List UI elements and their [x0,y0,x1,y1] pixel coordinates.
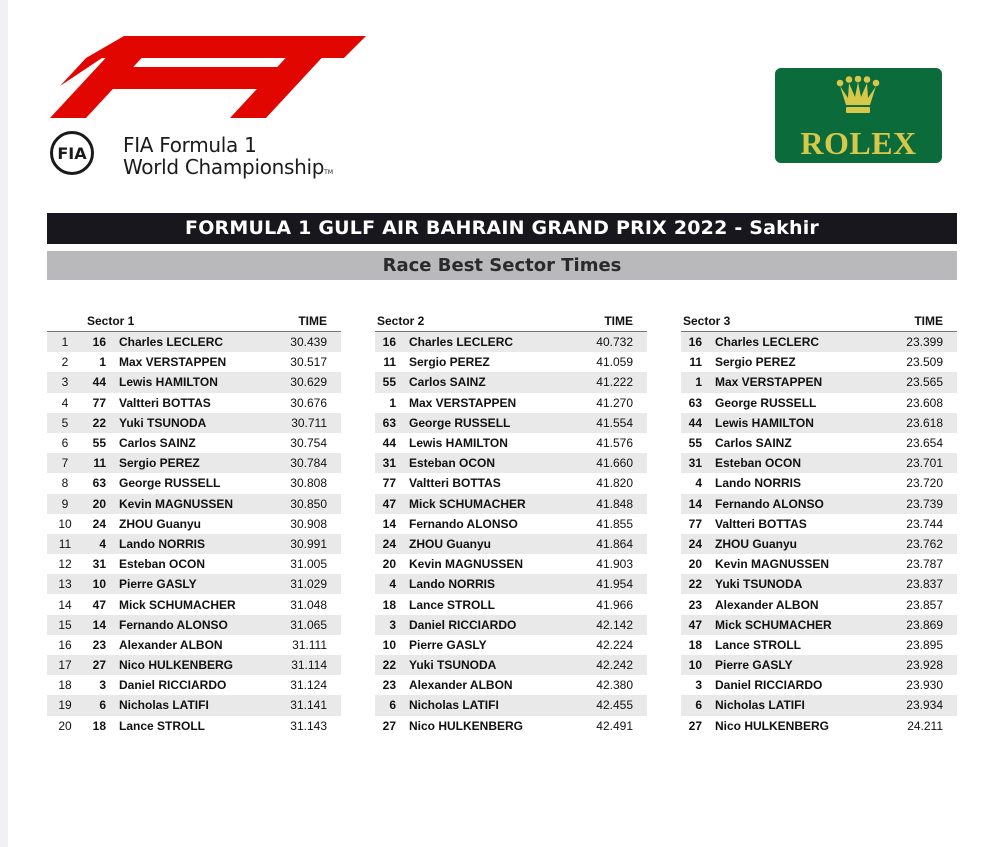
car-number-cell: 10 [382,637,396,652]
car-number-cell: 4 [83,534,119,554]
sector-time-cell: 30.808 [290,476,327,491]
table-row [681,675,957,695]
driver-name-cell: Mick SCHUMACHER [409,494,577,514]
sector-time-cell: 30.754 [290,436,327,451]
car-number-cell: 27 [688,718,702,733]
sector-time-cell: 30.784 [271,453,341,473]
driver-name-cell: Sergio PEREZ [409,355,490,370]
driver-name-cell: Lance STROLL [715,637,802,652]
position-cell: 6 [61,436,69,451]
car-number-cell: 20 [688,557,702,572]
driver-name-cell: Valtteri BOTTAS [119,395,211,410]
position-cell: 1 [47,332,83,353]
sector-time-cell: 30.991 [271,534,341,554]
sector-time-cell: 23.608 [906,395,943,410]
driver-name-cell: Carlos SAINZ [119,436,196,451]
car-number-cell: 18 [688,637,702,652]
event-title: FORMULA 1 GULF AIR BAHRAIN GRAND PRIX 2022 - Sakhir [47,213,957,244]
sector-2-header-row [375,311,647,332]
table-row [681,332,957,353]
sector-time-cell: 24.211 [907,718,943,733]
driver-name-cell: Nico HULKENBERG [119,655,271,675]
driver-name-cell: ZHOU Guanyu [409,534,577,554]
car-number-cell: 16 [681,332,715,353]
driver-name-cell: ZHOU Guanyu [119,516,202,531]
car-number-cell: 4 [695,476,702,491]
car-number-cell: 1 [389,395,396,410]
table-row [47,453,341,473]
sector-3-table [681,311,957,736]
car-number-cell: 4 [375,574,409,594]
table-row [375,393,647,413]
driver-name-cell: George RUSSELL [715,395,817,410]
car-number-cell: 20 [382,557,396,572]
driver-name-cell: Alexander ALBON [409,678,513,693]
car-number-cell: 10 [83,574,119,594]
sector-time-cell: 31.124 [290,678,327,693]
sector-time-cell: 30.676 [290,395,327,410]
driver-name-cell: Daniel RICCIARDO [715,678,823,693]
driver-name-cell: Esteban OCON [715,453,887,473]
sector-time-cell: 41.270 [596,395,633,410]
driver-name-cell: Lance STROLL [409,597,496,612]
rolex-logo [775,68,942,163]
driver-name-cell: Alexander ALBON [119,637,223,652]
driver-name-cell: Nico HULKENBERG [715,718,830,733]
driver-name-cell: ZHOU Guanyu [715,534,887,554]
sector-time-cell: 23.739 [887,494,957,514]
car-number-cell: 14 [83,615,119,635]
driver-name-cell: Esteban OCON [409,453,577,473]
position-cell: 9 [47,494,83,514]
table-row [47,534,341,554]
table-row [375,554,647,574]
f1-logo [50,36,366,118]
table-row [681,393,957,413]
car-number-cell: 1 [99,355,106,370]
sector-time-cell: 41.903 [596,557,633,572]
sector-time-cell: 42.455 [577,695,647,715]
car-number-cell: 47 [375,494,409,514]
car-number-cell: 22 [375,655,409,675]
position-cell: 13 [47,574,83,594]
driver-name-cell: Max VERSTAPPEN [715,372,887,392]
car-number-cell: 77 [382,476,396,491]
sector-time-cell: 31.141 [271,695,341,715]
sector-1-table [47,311,341,736]
table-row [375,352,647,372]
table-row [47,594,341,614]
driver-name-cell: Charles LECLERC [119,332,271,353]
car-number-cell: 31 [92,557,106,572]
car-number-cell: 1 [681,372,715,392]
car-number-cell: 18 [92,718,106,733]
table-row [47,372,341,392]
driver-name-cell: Charles LECLERC [715,332,887,353]
sector-time-cell: 42.380 [596,678,633,693]
table-row [375,332,647,353]
table-row [47,635,341,655]
car-number-cell: 24 [681,534,715,554]
driver-name-cell: Valtteri BOTTAS [409,476,501,491]
position-cell: 19 [47,695,83,715]
position-cell: 8 [61,476,69,491]
driver-name-cell: Nicholas LATIFI [409,695,577,715]
position-cell: 12 [58,557,72,572]
sector-time-cell: 41.966 [596,597,633,612]
car-number-cell: 44 [681,413,715,433]
fia-line-2-text: World Championship [123,155,325,179]
driver-name-cell: Pierre GASLY [119,574,271,594]
car-number-cell: 6 [681,695,715,715]
sector-time-cell: 30.629 [271,372,341,392]
position-cell: 18 [58,678,72,693]
sector-time-cell: 23.720 [906,476,943,491]
car-number-cell: 10 [681,655,715,675]
table-row [375,675,647,695]
sector-time-cell: 31.065 [271,615,341,635]
sector-time-cell: 23.895 [906,637,943,652]
fia-line-2 [123,156,333,184]
sector-time-cell: 42.491 [596,718,633,733]
sector-time-cell: 42.242 [577,655,647,675]
sector-time-cell: 41.576 [596,436,633,451]
sector-2-time-header: TIME [577,311,647,332]
trademark-mark: TM [324,169,334,176]
position-cell: 3 [47,372,83,392]
table-row [681,413,957,433]
table-row [375,372,647,392]
table-row [47,413,341,433]
car-number-cell: 6 [375,695,409,715]
car-number-cell: 3 [695,678,702,693]
car-number-cell: 31 [681,453,715,473]
car-number-cell: 31 [375,453,409,473]
sector-time-cell: 30.517 [290,355,327,370]
driver-name-cell: Fernando ALONSO [119,615,271,635]
table-row [681,473,957,493]
car-number-cell: 27 [83,655,119,675]
sector-3-time-header: TIME [887,311,957,332]
position-cell: 4 [61,395,69,410]
table-row [681,635,957,655]
rolex-wordmark: ROLEX [800,125,917,161]
car-number-cell: 47 [92,597,106,612]
car-number-cell: 55 [375,372,409,392]
sector-time-cell: 23.565 [887,372,957,392]
driver-name-cell: Kevin MAGNUSSEN [409,557,524,572]
driver-name-cell: Yuki TSUNODA [715,574,887,594]
driver-name-cell: Nicholas LATIFI [119,695,271,715]
sector-3-label: Sector 3 [681,311,887,332]
car-number-cell: 23 [92,637,106,652]
sector-1-time-header: TIME [271,311,341,332]
table-row [375,473,647,493]
driver-name-cell: Lewis HAMILTON [715,413,887,433]
driver-name-cell: Max VERSTAPPEN [119,355,227,370]
driver-name-cell: Carlos SAINZ [715,436,792,451]
sector-time-cell: 40.732 [577,332,647,353]
table-row [47,332,341,353]
sector-time-cell: 42.224 [596,637,633,652]
table-row [681,372,957,392]
sector-2-rows [375,332,647,736]
car-number-cell: 47 [681,615,715,635]
sector-1-rows [47,332,341,736]
table-row [47,393,341,413]
driver-name-cell: Daniel RICCIARDO [409,615,577,635]
sector-time-cell: 23.762 [887,534,957,554]
car-number-cell: 11 [83,453,119,473]
table-row [47,675,341,695]
driver-name-cell: George RUSSELL [409,413,577,433]
driver-name-cell: Yuki TSUNODA [119,413,271,433]
driver-name-cell: George RUSSELL [119,476,221,491]
table-row [681,453,957,473]
car-number-cell: 16 [83,332,119,353]
sector-time-cell: 42.142 [577,615,647,635]
table-row [681,494,957,514]
car-number-cell: 11 [689,355,702,370]
table-row [47,716,341,736]
driver-name-cell: Kevin MAGNUSSEN [119,494,271,514]
sector-time-cell: 23.928 [887,655,957,675]
table-row [375,453,647,473]
car-number-cell: 63 [375,413,409,433]
driver-name-cell: Esteban OCON [119,557,206,572]
position-cell: 17 [47,655,83,675]
results-sheet [8,0,993,847]
table-row [47,494,341,514]
sector-time-cell: 41.554 [577,413,647,433]
car-number-cell: 3 [375,615,409,635]
table-row [681,655,957,675]
table-row [375,413,647,433]
car-number-cell: 44 [83,372,119,392]
car-number-cell: 14 [382,516,396,531]
position-cell: 10 [58,516,72,531]
sector-time-cell: 41.059 [596,355,633,370]
sector-2-table [375,311,647,736]
driver-name-cell: Nicholas LATIFI [715,695,887,715]
sector-time-cell: 31.143 [290,718,327,733]
driver-name-cell: Carlos SAINZ [409,372,577,392]
sector-time-cell: 30.850 [271,494,341,514]
sector-time-cell: 41.820 [596,476,633,491]
table-row [47,655,341,675]
sector-time-cell: 31.048 [290,597,327,612]
driver-name-cell: Mick SCHUMACHER [119,597,236,612]
position-cell: 15 [47,615,83,635]
sector-time-cell: 23.787 [906,557,943,572]
driver-name-cell: Lando NORRIS [715,476,801,491]
table-row [681,695,957,715]
driver-name-cell: Nico HULKENBERG [409,718,524,733]
position-cell: 20 [58,718,72,733]
driver-name-cell: Lewis HAMILTON [409,436,508,451]
sector-time-cell: 30.711 [271,413,341,433]
driver-name-cell: Fernando ALONSO [715,494,887,514]
car-number-cell: 24 [92,516,106,531]
car-number-cell: 3 [99,678,106,693]
sector-time-cell: 30.439 [271,332,341,353]
car-number-cell: 6 [83,695,119,715]
car-number-cell: 27 [382,718,396,733]
sector-2-label: Sector 2 [375,311,577,332]
table-row [47,574,341,594]
table-row [681,433,957,453]
car-number-cell: 14 [681,494,715,514]
fia-badge-icon [50,131,94,175]
driver-name-cell: Max VERSTAPPEN [409,395,517,410]
position-cell: 16 [58,637,72,652]
car-number-cell: 55 [688,436,702,451]
driver-name-cell: Lando NORRIS [119,534,271,554]
driver-name-cell: Pierre GASLY [409,637,487,652]
position-cell: 11 [47,534,83,554]
sector-3-rows [681,332,957,736]
sector-time-cell: 41.864 [577,534,647,554]
table-row [47,615,341,635]
driver-name-cell: Daniel RICCIARDO [119,678,227,693]
sector-time-cell: 23.399 [887,332,957,353]
table-row [375,716,647,736]
table-row [47,473,341,493]
table-row [681,716,957,736]
sector-time-cell: 23.509 [906,355,943,370]
driver-name-cell: Fernando ALONSO [409,516,518,531]
driver-name-cell: Sergio PEREZ [119,453,271,473]
table-row [375,534,647,554]
driver-name-cell: Lewis HAMILTON [119,372,271,392]
table-row [375,433,647,453]
car-number-cell: 11 [383,355,396,370]
table-row [375,655,647,675]
table-row [47,352,341,372]
sector-1-label: Sector 1 [47,311,271,332]
fia-wordmark [123,134,333,184]
sector-time-cell: 23.930 [906,678,943,693]
table-row [375,574,647,594]
table-row [681,534,957,554]
sector-time-cell: 23.857 [906,597,943,612]
table-row [681,514,957,534]
position-cell: 7 [47,453,83,473]
car-number-cell: 16 [375,332,409,353]
sector-time-cell: 41.660 [577,453,647,473]
sector-time-cell: 23.869 [887,615,957,635]
car-number-cell: 23 [382,678,396,693]
sector-time-cell: 31.005 [290,557,327,572]
car-number-cell: 63 [688,395,702,410]
driver-name-cell: Sergio PEREZ [715,355,796,370]
car-number-cell: 20 [83,494,119,514]
car-number-cell: 22 [681,574,715,594]
table-row [681,352,957,372]
car-number-cell: 23 [688,597,702,612]
car-number-cell: 18 [382,597,396,612]
report-title: Race Best Sector Times [47,251,957,280]
car-number-cell: 24 [375,534,409,554]
position-cell: 14 [58,597,72,612]
sector-time-cell: 23.744 [906,516,943,531]
sector-time-cell: 41.855 [596,516,633,531]
fia-badge-text: FIA [57,143,87,163]
driver-name-cell: Mick SCHUMACHER [715,615,887,635]
fia-line-1: FIA Formula 1 [123,133,257,157]
table-row [375,635,647,655]
sector-time-cell: 41.848 [577,494,647,514]
driver-name-cell: Charles LECLERC [409,332,577,353]
driver-name-cell: Yuki TSUNODA [409,655,577,675]
sector-time-cell: 41.222 [577,372,647,392]
table-row [47,695,341,715]
sector-time-cell: 31.111 [292,637,327,652]
table-row [681,554,957,574]
sector-1-header-row [47,311,341,332]
table-row [681,574,957,594]
table-row [47,433,341,453]
driver-name-cell: Lando NORRIS [409,574,577,594]
table-row [681,594,957,614]
table-row [375,594,647,614]
table-row [375,615,647,635]
table-row [375,695,647,715]
table-row [47,554,341,574]
sector-time-cell: 31.114 [271,655,341,675]
driver-name-cell: Valtteri BOTTAS [715,516,807,531]
table-row [375,494,647,514]
table-row [681,615,957,635]
position-cell: 5 [47,413,83,433]
car-number-cell: 44 [382,436,396,451]
sector-time-cell: 23.701 [887,453,957,473]
sector-time-cell: 31.029 [271,574,341,594]
car-number-cell: 55 [92,436,106,451]
sector-time-cell: 41.954 [577,574,647,594]
sector-time-cell: 23.618 [887,413,957,433]
driver-name-cell: Alexander ALBON [715,597,819,612]
sector-time-cell: 30.908 [290,516,327,531]
driver-name-cell: Lance STROLL [119,718,206,733]
table-row [47,514,341,534]
driver-name-cell: Kevin MAGNUSSEN [715,557,830,572]
sector-time-cell: 23.837 [887,574,957,594]
car-number-cell: 77 [688,516,702,531]
driver-name-cell: Pierre GASLY [715,655,887,675]
sector-time-cell: 23.654 [906,436,943,451]
car-number-cell: 77 [92,395,106,410]
table-row [375,514,647,534]
car-number-cell: 22 [83,413,119,433]
car-number-cell: 63 [92,476,106,491]
crown-icon [836,76,880,118]
position-cell: 2 [61,355,69,370]
sector-time-cell: 23.934 [887,695,957,715]
sector-3-header-row [681,311,957,332]
